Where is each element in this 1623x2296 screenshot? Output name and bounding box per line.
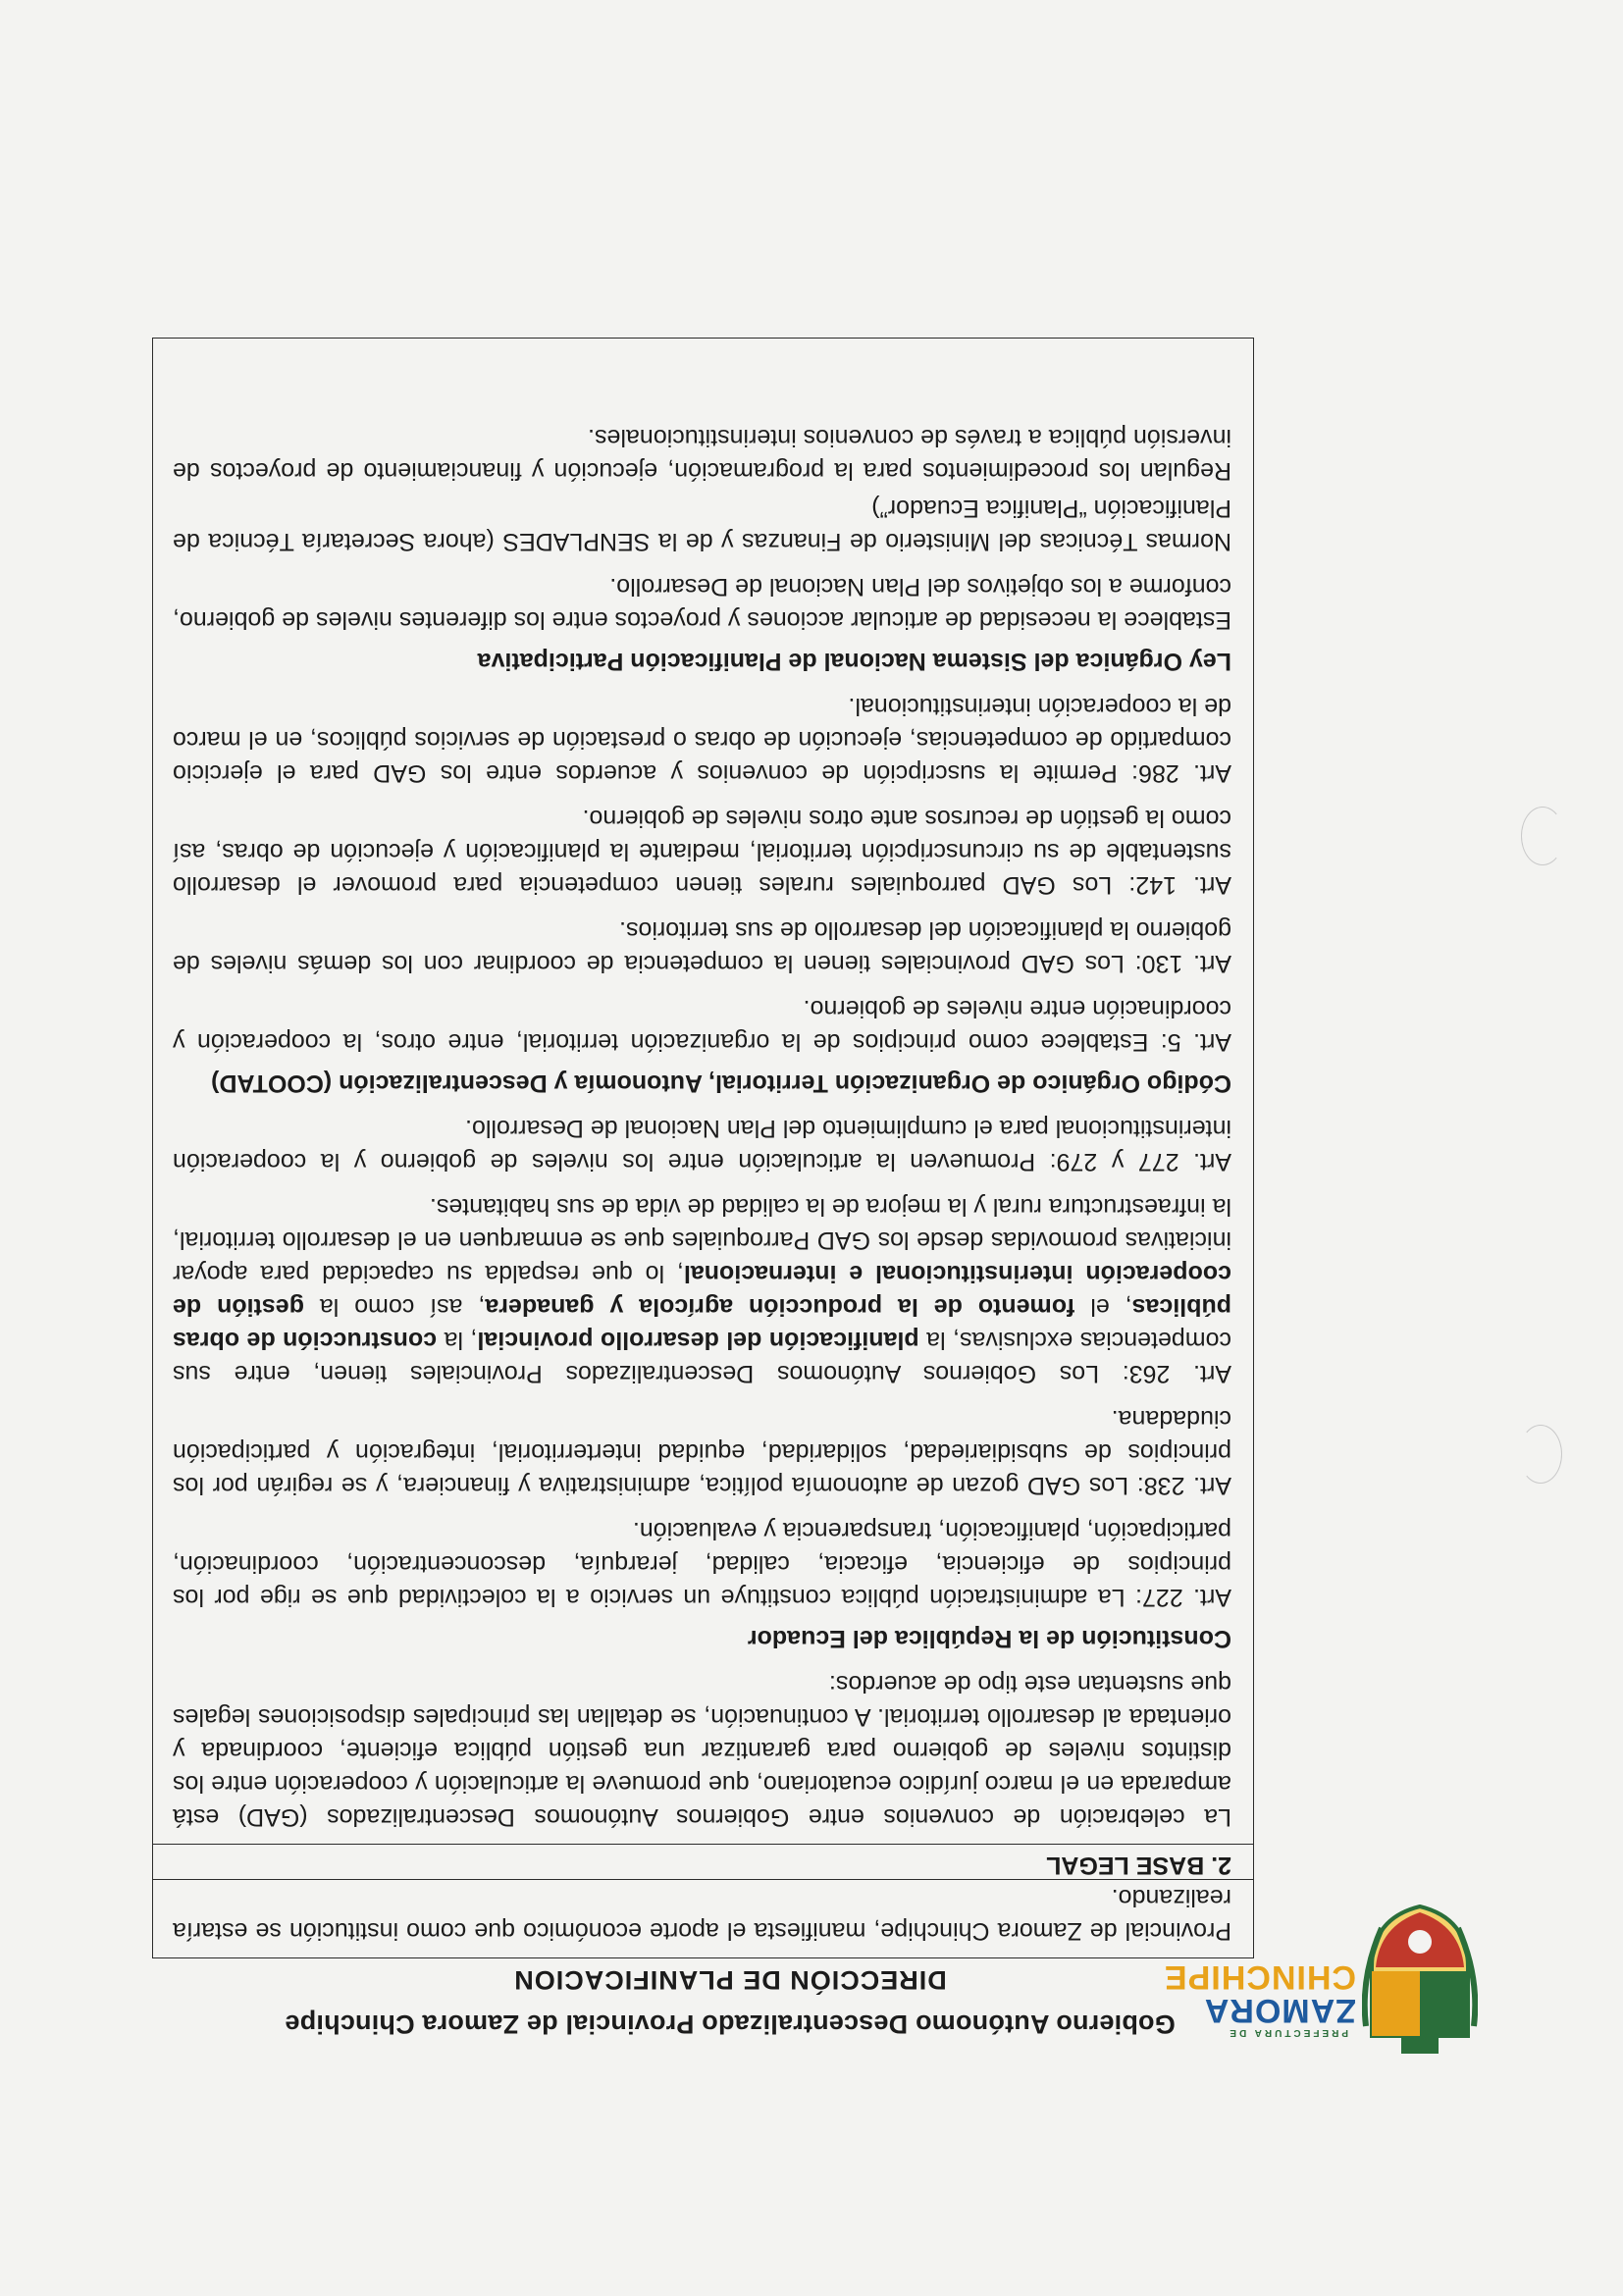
technical-norms-text: Normas Técnicas del Ministerio de Finanzas y de la SENPLADES (ahora Secretaría Técnica de Planificación “Planifica Ecuador”)	[173, 495, 1231, 555]
planning-law-heading: Ley Orgánica del Sistema Nacional de Planificación Participativa	[477, 648, 1231, 675]
art-238: Art. 238: Los GAD gozan de autonomía política, administrativa y financiera, y se regirán por los principios de subsidiariedad, solidaridad, equidad interterritorial, integración y participación ciudadana.	[173, 1405, 1231, 1499]
logo-word-chinchipe: CHINCHIPE	[1163, 1958, 1356, 1996]
content-table	[152, 338, 1254, 1958]
intro-continuation-text: Provincial de Zamora Chinchipe, manifiesta el aporte económico que como institución se estaría realizando.	[173, 1884, 1231, 1945]
art-130: Art. 130: Los GAD provinciales tienen la competencia de coordinar con los demás niveles de gobierno la planificación del desarrollo de sus territorios.	[173, 916, 1231, 977]
punch-hole-mark-lower	[1519, 1425, 1562, 1484]
art-263-bold-1: planificación del desarrollo provincial	[477, 1327, 919, 1354]
section-title-row	[153, 1844, 1253, 1879]
punch-hole-mark-upper	[1521, 807, 1564, 865]
art-142: Art. 142: Los GAD parroquiales rurales tienen competencia para promover el desarrollo sustentable de su circunscripción territorial, mediante la planificación y ejecución de obras, así como la gestión de recursos ante otros niveles de gobierno.	[173, 805, 1231, 899]
department-name: DIRECCIÓN DE PLANIFICACION	[513, 1965, 947, 1995]
art-263-bold-2: construcción de obras públicas	[172, 1293, 1231, 1354]
art-277-279: Art. 277 y 279: Promueven la articulación entre los niveles de gobierno y la cooperación interinstitucional para el cumplimiento del Plan Nacional de Desarrollo.	[173, 1115, 1231, 1175]
art-286: Art. 286: Permite la suscripción de convenios y acuerdos entre los GAD para el ejercicio compartido de competencias, ejecución de obras o prestación de servicios públicos, en el marco de la cooperación interinstitucional.	[173, 693, 1231, 787]
coat-of-arms-icon	[1362, 1903, 1478, 2056]
art-227: Art. 227: La administración pública constituye un servicio a la colectividad que se rige por los principios de eficiencia, eficacia, calidad, jerarquía, desconcentración, coordinación, participación, planificación, transparencia y evaluación.	[173, 1517, 1231, 1611]
cootad-heading: Código Orgánico de Organización Territorial, Autonomía y Descentralización (COOTAD)	[211, 1070, 1231, 1097]
art-263-bold-3: fomento de la producción agrícola y ganadera	[485, 1293, 1075, 1321]
art-263-text-3: , el	[1074, 1293, 1132, 1321]
art-5: Art. 5: Establece como principios de la organización territorial, entre otros, la cooperación y coordinación entre niveles de gobierno.	[173, 995, 1231, 1056]
art-263-text-4: , así como la	[303, 1293, 486, 1321]
art-263	[173, 1190, 1231, 1390]
art-263-text-1: Art. 263: Los Gobiernos Autónomos Descentralizados Provinciales tienen, entre sus competencias exclusivas, la	[173, 1327, 1231, 1387]
organization-name: Gobierno Autónomo Descentralizado Provincial de Zamora Chinchipe	[285, 2009, 1176, 2039]
art-263-text-2: , la	[437, 1327, 478, 1354]
art-263-bold-4: gestión de cooperación interinstitucional e internacional	[172, 1260, 1231, 1321]
technical-norms-regulation: Regulan los procedimientos para la programación, ejecución y financiamiento de proyectos de inversión pública a través de convenios interinstitucionales.	[173, 424, 1231, 485]
constitution-heading: Constitución de la República del Ecuador	[747, 1625, 1231, 1652]
planning-law-text: Establece la necesidad de articular acciones y proyectos entre los diferentes niveles de gobierno, conforme a los objetivos del Plan Nacional de Desarrollo.	[173, 573, 1231, 634]
legal-basis-body	[153, 409, 1253, 1844]
art-263-text-5: , lo que respalda su capacidad para apoyar iniciativas promovidas desde los GAD Parroquiales que se enmarquen en el desarrollo territorial, la infraestructura rural y la mejora de la calidad de vida de sus habitantes.	[173, 1193, 1231, 1287]
section-title: 2. BASE LEGAL	[1046, 1852, 1231, 1879]
logo-small-text: PREFECTURA DE	[1227, 2027, 1348, 2038]
legal-intro-paragraph: La celebración de convenios entre Gobiernos Autónomos Descentralizados (GAD) está amparada en el marco jurídico ecuatoriano, que promueve la articulación y cooperación entre los distintos niveles de gobierno para garantizar una gestión pública eficiente, coordinada y orientada al desarrollo territorial. A continuación, se detallan las principales disposiciones legales que sustentan este tipo de acuerdos:	[173, 1670, 1231, 1831]
letterhead	[190, 1964, 1270, 2039]
logo-word-zamora: ZAMORA	[1203, 1992, 1356, 2029]
intro-continuation-row	[153, 1879, 1253, 1957]
